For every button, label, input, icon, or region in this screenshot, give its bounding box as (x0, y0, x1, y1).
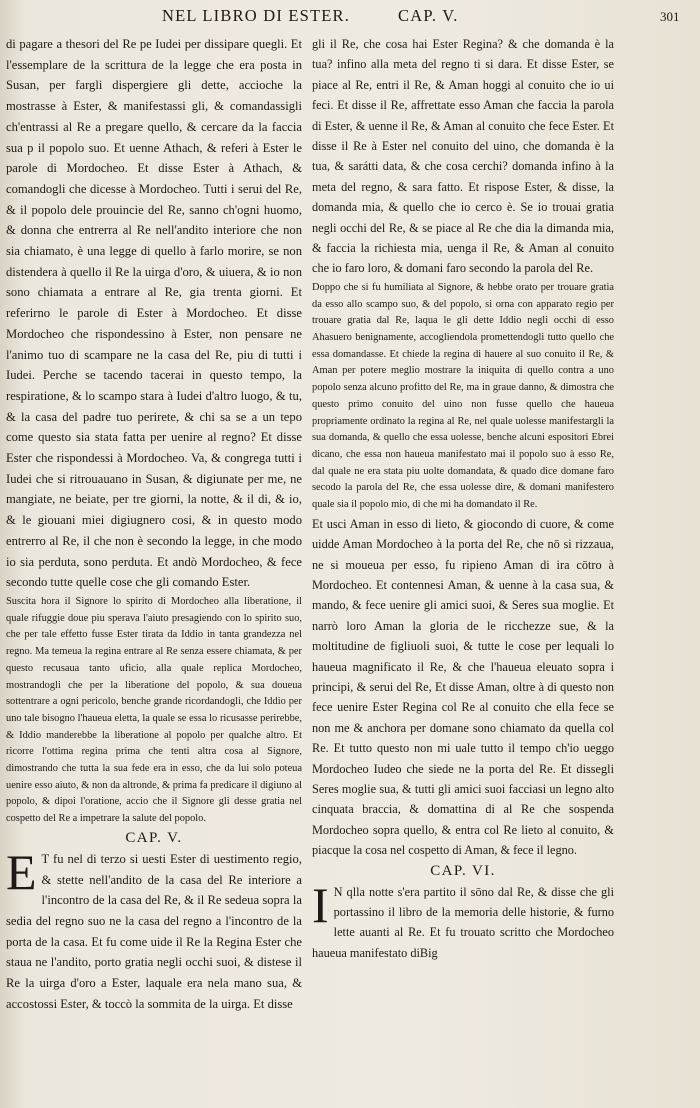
right-column (312, 34, 614, 1102)
right-chapter-vi-paragraph (312, 876, 614, 964)
page-header (0, 6, 700, 32)
running-title: NEL LIBRO DI ESTER. (162, 6, 351, 25)
left-chapter-v-text: T fu nel di terzo si uesti Ester di uestimento regio, & stette nell'andito de la casa del Re interiore a l'incontro de la casa del Re, & il Re sedeua sopra la sedia del regno suo ne la casa del regno a l'incontro de la porta de la casa. Et fu come uide il Re la Regina Ester che staua ne l'andito, porto gratia negli occhi suoi, & distese il Re la uirga d'oro a Ester, laquale era nela mano sua, & accostossi Ester, & toccò la sommita de la uirga. Et disse (6, 851, 302, 1011)
left-column (6, 34, 302, 1102)
left-chapter-v-paragraph (6, 843, 302, 1015)
chapter-heading-vi: CAP. VI. (430, 862, 496, 879)
right-commentary-paragraph: Doppo che si fu humiliata al Signore, & hebbe orato per trouare gratia da esso allo scampo suo, & del popolo, si orna con apparato regio per trouare gratia dal Re, laqua le gli dette Iddio negli occhi di esso Ahasuero benignamente, accogliendola promettendogli tutto quello che essa domandasse. Et chiede la regina di hauere al suo conuito il Re, & Aman per potere meglio mostrare la iniquita di quello contra a uno popolo senza alcuno profitto del Re, ma in graue danno, & dimostra che questo primo conuito del uino non fusse quello che haueua propriamente ordinato la regina al Re, nel quale uolesse manifestargli la sua domanda, & quello che essa uolesse, benche alcuni espositori Ebrei dicano, che essa non haueua manifestato mai il popolo suo à esso Re, dal quale ne era stata piu uolte domandata, & quado dice domane faro secodo la parola del Re, che essa uolesse dire, & domani manifestero quale sia il popolo mio, di che mi ha domandato il Re. (312, 281, 614, 511)
left-text-paragraph: di pagare a thesori del Re pe Iudei per dissipare quegli. Et l'essemplare de la scrittura de la legge che era posta in Susan, per fargli dispergiere gli dette, accioche la mostrasse à Ester, & manifestassi gli, & comandassigli ch'entrassi al Re a pregare quello, & cercare da la faccia sua p il popolo suo. Et uenne Athach, & referi à Ester le parole di Mordocheo. Et disse Ester à Athach, & comandogli che dicesse à Mordocheo. Tutti i serui del Re, & il popolo dele prouincie del Re, sanno ch'ogni huomo, & donna che entrerra al Re nell'andito interiore che non sia chiamato, è una legge di quello à farlo morire, se non distendera à quello il Re la uirga d'oro, & uiuera, & io non sono chiamata a entrare al Re, gia trenta giorni. Et referirno le parole di Ester à Mordocheo. Et disse Mordocheo che rispondessino à Ester, non pensare ne l'animo tuo di scampare ne la casa del Re, piu di tutti i Iudei. Perche se tacendo tacerai in questo tempo, la respiratione, & lo scampo stara à Iudei d'altro luogo, & tu, & la casa del padre tuo perirete, & chi sa se a un tepo come questo sia stata fatta per uenire al regno? Et disse Ester che rispondessi à Mordocheo. Va, & congrega tutti i Iudei che si ritrouauano in Susan, & digiunate per me, ne mangiate, ne beiate, per tre giorni, la notte, & il di, & io, & le giouani miei digiugnero cosi, & in questo modo entrerro al Re, il che non è secondo la legge, in che modo io sia perduta, sono perduta. Et andò Mordocheo, & fece secondo tutte quelle cose che gli comando Ester. (6, 37, 302, 590)
chapter-heading-v: CAP. V. (125, 829, 183, 846)
left-commentary-paragraph: Suscita hora il Signore lo spirito di Mordocheo alla liberatione, il quale rifuggie doue piu sperava l'aiuto presagiendo con lo spirito suo, che per tale effetto fusse Ester tirata da Iddio in tanta grandezza nel regno. Ma temeua la regina entrare al Re senza essere chiamata, & per questo recusaua tanto uficio, alla quale replica Mordocheo, mostrandogli che per la liberatione del popolo, & sua doueua sottentrare a ogni pericolo, benche grande ricordandogli, che Iddio per uno tale bisogno l'haueua eletta, la quale se essa lo ricusasse perirebbe, & Iddio manderebbe la liberatione al popolo per qualche altro. Et ricorre l'ottima regina prima che tenti altra cosa al Signore, dimostrando che tutta la sua fede era in esso, che da lui solo poteua uenire esso aiuto, & non da altronde, & prima fa predicare il digiuno al popolo, & dipoi l'oratione, accio che il Signore gli desse gratia nel cospetto del Re a impetrare la salute del popolo. (6, 595, 302, 825)
dropcap-e: E (6, 843, 37, 900)
right-text-paragraph: gli il Re, che cosa hai Ester Regina? & che domanda è la tua? infino alla meta del regno ti si dara. Et disse Ester, se piace al Re, entri il Re, & Aman hoggi al conuito che io ui feci. Et disse il Re, affrettate esso Aman che faccia la parola di Ester, & uenne il Re, & Aman al conuito che fece Ester. Et disse il Re à Ester nel conuito del uino, che domanda è la tua, & sarátti data, & che cosa cerchi? domanda infino à la meta del regno, & sara fatto. Et rispose Ester, & disse, la domanda mia, & quello che io cerco è. Se io trouai gratia negli occhi del Re, & se piace al Re che dia la dimanda mia, & faccia la richiesta mia, uenga il Re, & Aman al conuito che io faro loro, & domani faro secondo la parola del Re. (312, 37, 614, 276)
folio-number: 301 (660, 9, 680, 24)
dropcap-i: I (312, 876, 329, 933)
right-second-paragraph: Et usci Aman in esso di lieto, & giocondo di cuore, & come uidde Aman Mordocheo à la porta del Re, che nō si rizzaua, ne si moueua per esso, fu ripieno Aman di ira cōtro à Mordocheo. Et contennesi Aman, & uenne à la casa sua, & mando, & fece uenire gli amici suoi, & Seres sua moglie. Et narrò loro Aman la gloria de le ricchezze sue, & la moltitudine de figliuoli suoi, & tutte le cose per lequali lo haueua magnificato il Re, & che l'haueua eleuato sopra i principi, & serui del Re, Et disse Aman, oltre à di questo non fece uenire Ester Regina col Re al conuito che ella fece se non me & anchora per domane sono chiamato da quella col Re. Et tutto questo non mi uale tutto il tempo ch'io ueggo Mordocheo Iudeo che siede ne la porta del Re. Et dissegli Seres moglie sua, & tutti gli amici suoi facciasi un legno alto cinquata braccia, & domattina di al Re che sospenda Mordocheo sopra quello, & entra col Re lieto al conuito, & piacque la cosa nel cospetto di Aman, & fece il legno. (312, 516, 614, 858)
running-chapter: CAP. V. (398, 6, 459, 25)
right-chapter-vi-text: N qlla notte s'era partito il sōno dal Re, & disse che gli portassino il libro de la memoria delle historie, & furno lette auanti al Re. Et fu trouato scritto che Mordocheo haueua manifestato diBig (312, 884, 614, 960)
